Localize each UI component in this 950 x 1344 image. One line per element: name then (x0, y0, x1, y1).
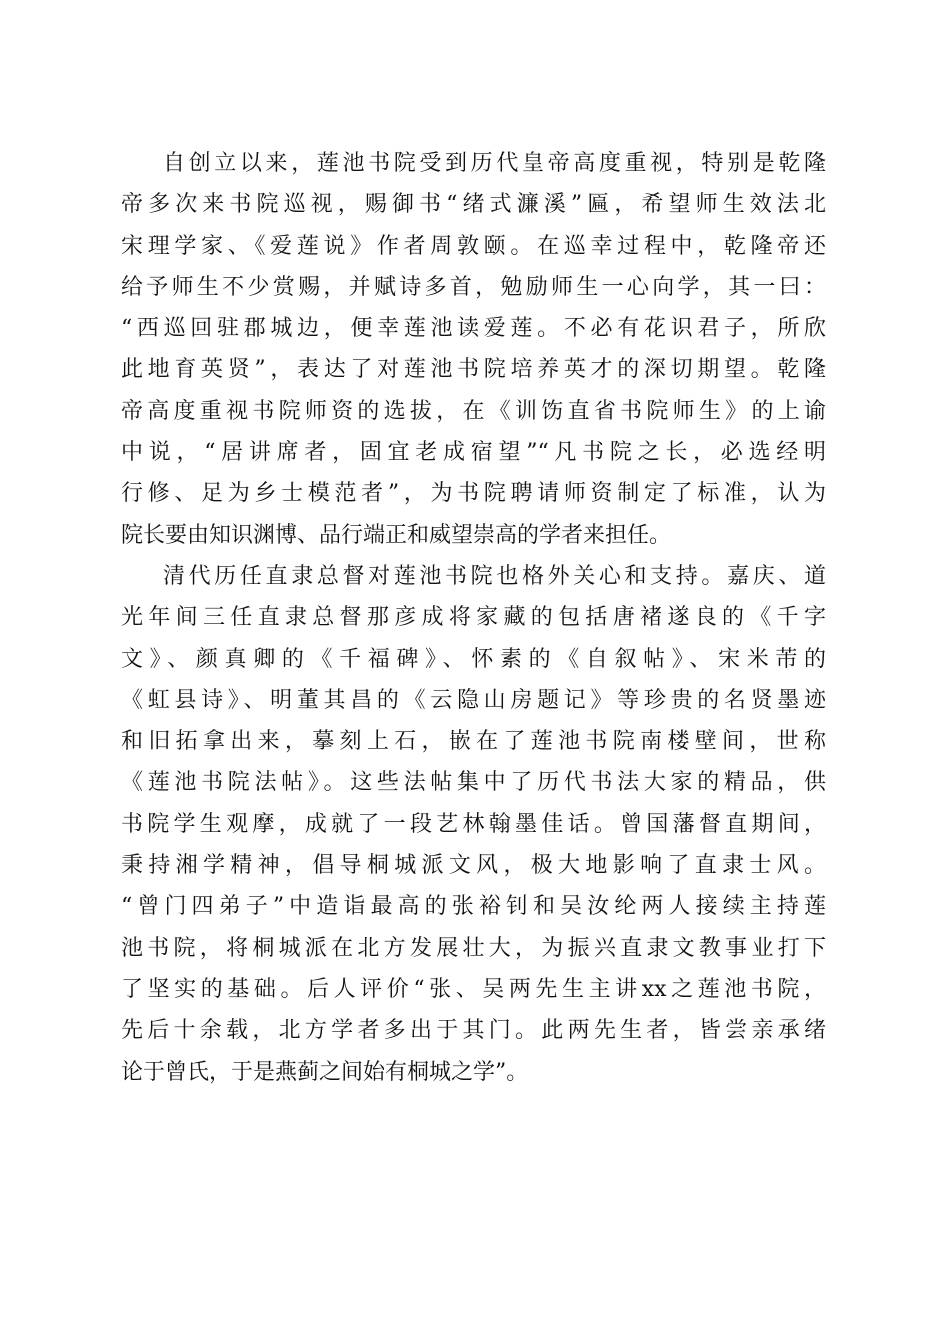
text-line: 文》、颜真卿的《千福碑》、怀素的《自叙帖》、宋米芾的 (121, 646, 826, 672)
text-line: “西巡回驻郡城边，便幸莲池读爱莲。不必有花识君子，所欣 (121, 316, 826, 342)
text-line: 中说，“居讲席者，固宜老成宿望”“凡书院之长，必选经明 (121, 440, 826, 466)
text-line: 帝多次来书院巡视，赐御书“绪式濂溪”匾，希望师生效法北 (121, 192, 826, 218)
text-line: 行修、足为乡士模范者”，为书院聘请师资制定了标准，认为 (121, 481, 826, 507)
text-line: 自创立以来，莲池书院受到历代皇帝高度重视，特别是乾隆 (163, 151, 826, 176)
text-line: 了坚实的基础。后人评价“张、吴两先生主讲xx之莲池书院， (121, 976, 826, 1002)
paragraph-2 (121, 556, 826, 1093)
text-line: 《莲池书院法帖》。这些法帖集中了历代书法大家的精品，供 (121, 770, 826, 796)
text-line: 书院学生观摩，成就了一段艺林翰墨佳话。曾国藩督直期间， (121, 811, 826, 837)
text-line: 此地育英贤”，表达了对莲池书院培养英才的深切期望。乾隆 (121, 357, 826, 383)
text-line: 先后十余载，北方学者多出于其门。此两先生者，皆尝亲承绪 (121, 1018, 826, 1044)
document-body (121, 143, 826, 1093)
text-line: 光年间三任直隶总督那彦成将家藏的包括唐褚遂良的《千字 (121, 605, 826, 631)
text-line: 院长要由知识渊博、品行端正和威望崇高的学者来担任。 (121, 522, 672, 548)
text-line: 池书院，将桐城派在北方发展壮大，为振兴直隶文教事业打下 (121, 935, 826, 961)
text-line: 帝高度重视书院师资的选拔，在《训饬直省书院师生》的上谕 (121, 398, 826, 424)
text-line: 给予师生不少赏赐，并赋诗多首，勉励师生一心向学，其一曰： (121, 274, 826, 300)
text-line: 论于曾氏，于是燕蓟之间始有桐城之学”。 (121, 1059, 529, 1085)
text-line: 宋理学家、《爱莲说》作者周敦颐。在巡幸过程中，乾隆帝还 (121, 233, 826, 259)
text-line: 和旧拓拿出来，摹刻上石，嵌在了莲池书院南楼壁间，世称 (121, 729, 826, 755)
text-line: “曾门四弟子”中造诣最高的张裕钊和吴汝纶两人接续主持莲 (121, 894, 826, 920)
text-line: 秉持湘学精神，倡导桐城派文风，极大地影响了直隶士风。 (121, 853, 826, 879)
paragraph-1 (121, 143, 826, 556)
text-line: 《虹县诗》、明董其昌的《云隐山房题记》等珍贵的名贤墨迹 (121, 687, 826, 713)
text-line: 清代历任直隶总督对莲池书院也格外关心和支持。嘉庆、道 (163, 563, 826, 589)
